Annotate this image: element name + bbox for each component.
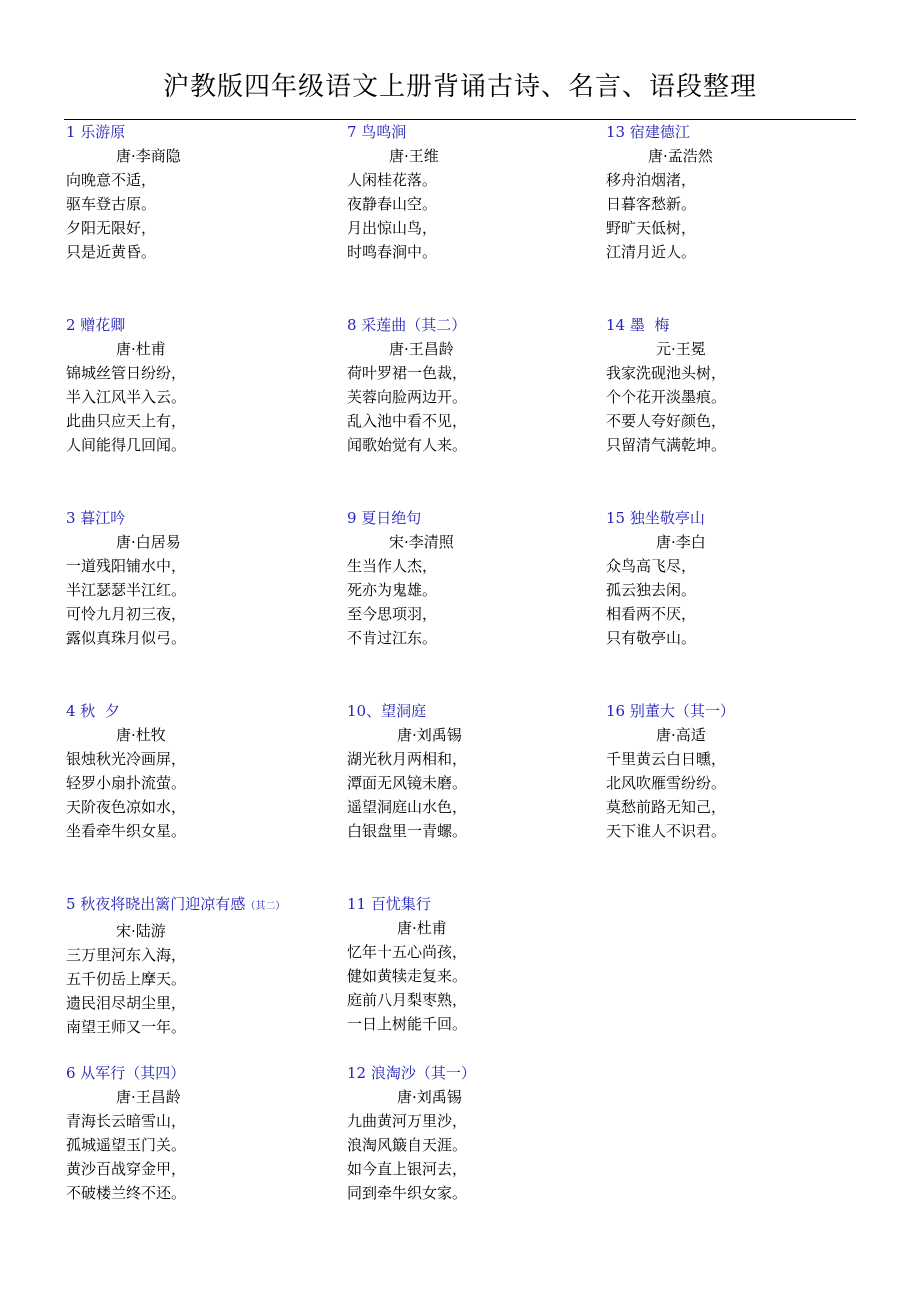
poem-title-note: （其二） <box>245 901 286 912</box>
poem-10 <box>347 699 467 843</box>
poem-line: 个个花开淡墨痕。 <box>606 388 727 406</box>
poem-line: 向晚意不适， <box>66 171 157 189</box>
poem-line: 青海长云暗雪山， <box>66 1112 187 1130</box>
poem-line: 五千仞岳上摩天。 <box>66 970 187 988</box>
poem-line: 轻罗小扇扑流萤。 <box>66 774 187 792</box>
poem-15 <box>606 506 706 650</box>
poem-line: 银烛秋光冷画屏， <box>66 750 187 768</box>
poem-line: 人闲桂花落。 <box>347 171 438 189</box>
poem-line: 遗民泪尽胡尘里， <box>66 994 187 1012</box>
poem-title: 12 浪淘沙（其一） <box>347 1064 476 1082</box>
poem-author: 唐·王昌龄 <box>116 1088 181 1106</box>
poem-line: 南望王师又一年。 <box>66 1018 187 1036</box>
poem-author: 唐·王维 <box>389 147 439 165</box>
poem-line: 莫愁前路无知己， <box>606 798 727 816</box>
poem-line: 忆年十五心尚孩， <box>347 943 468 961</box>
poem-author: 唐·刘禹锡 <box>397 1088 462 1106</box>
poem-line: 时鸣春涧中。 <box>347 243 438 261</box>
poem-line: 半江瑟瑟半江红。 <box>66 581 187 599</box>
poem-2 <box>66 313 186 457</box>
poem-author: 唐·刘禹锡 <box>397 726 462 744</box>
poem-author: 唐·李白 <box>656 533 706 551</box>
poem-16 <box>606 699 735 843</box>
poem-line: 不破楼兰终不还。 <box>66 1184 187 1202</box>
poem-line: 众鸟高飞尽， <box>606 557 697 575</box>
poem-line: 北风吹雁雪纷纷。 <box>606 774 727 792</box>
poem-line: 日暮客愁新。 <box>606 195 697 213</box>
poem-line: 九曲黄河万里沙， <box>347 1112 468 1130</box>
poem-6 <box>66 1061 186 1205</box>
poem-line: 天阶夜色凉如水， <box>66 798 187 816</box>
poem-line: 只留清气满乾坤。 <box>606 436 727 454</box>
poem-title-row <box>66 892 285 919</box>
poem-line: 孤城遥望玉门关。 <box>66 1136 187 1154</box>
poem-line: 一道残阳铺水中， <box>66 557 187 575</box>
poem-title: 11 百忧集行 <box>347 895 431 913</box>
poem-line: 死亦为鬼雄。 <box>347 581 438 599</box>
poem-1 <box>66 120 181 264</box>
poem-line: 遥望洞庭山水色， <box>347 798 468 816</box>
poem-author: 唐·李商隐 <box>116 147 181 165</box>
poem-title: 15 独坐敬亭山 <box>606 509 705 527</box>
poem-14 <box>606 313 726 457</box>
poem-9 <box>347 506 454 650</box>
poem-line: 野旷天低树， <box>606 219 697 237</box>
poem-line: 驱车登古原。 <box>66 195 157 213</box>
poem-line: 湖光秋月两相和， <box>347 750 468 768</box>
poem-author: 宋·陆游 <box>116 922 166 940</box>
poem-13 <box>606 120 713 264</box>
poem-line: 我家洗砚池头树， <box>606 364 727 382</box>
poem-line: 露似真珠月似弓。 <box>66 629 187 647</box>
poem-title: 5 秋夜将晓出篱门迎凉有感 <box>66 895 246 913</box>
poem-line: 荷叶罗裙一色裁， <box>347 364 468 382</box>
poem-line: 乱入池中看不见， <box>347 412 468 430</box>
poem-author: 元·王冕 <box>656 340 706 358</box>
poem-4 <box>66 699 186 843</box>
poem-title: 10、望洞庭 <box>347 702 427 720</box>
poem-line: 如今直上银河去， <box>347 1160 468 1178</box>
poem-author: 唐·杜甫 <box>116 340 166 358</box>
poem-line: 半入江风半入云。 <box>66 388 187 406</box>
poem-11 <box>347 892 467 1036</box>
poem-title: 7 鸟鸣涧 <box>347 123 407 141</box>
poem-12 <box>347 1061 476 1205</box>
poem-title: 14 墨 梅 <box>606 316 670 334</box>
poem-line: 健如黄犊走复来。 <box>347 967 468 985</box>
poem-line: 同到牵牛织女家。 <box>347 1184 468 1202</box>
poem-line: 月出惊山鸟， <box>347 219 438 237</box>
poem-line: 只是近黄昏。 <box>66 243 157 261</box>
poem-author: 唐·白居易 <box>116 533 181 551</box>
poem-title: 2 赠花卿 <box>66 316 126 334</box>
poem-line: 千里黄云白日曛， <box>606 750 727 768</box>
poem-line: 白银盘里一青螺。 <box>347 822 468 840</box>
poem-title: 4 秋 夕 <box>66 702 120 720</box>
poem-line: 可怜九月初三夜， <box>66 605 187 623</box>
poem-line: 锦城丝管日纷纷， <box>66 364 187 382</box>
poem-line: 黄沙百战穿金甲， <box>66 1160 187 1178</box>
page-title: 沪教版四年级语文上册背诵古诗、名言、语段整理 <box>162 72 757 102</box>
poem-author: 唐·孟浩然 <box>648 147 713 165</box>
poem-line: 不肯过江东。 <box>347 629 438 647</box>
poem-line: 浪淘风簸自天涯。 <box>347 1136 468 1154</box>
poem-line: 芙蓉向脸两边开。 <box>347 388 468 406</box>
poem-title: 3 暮江吟 <box>66 509 126 527</box>
poem-title: 1 乐游原 <box>66 123 126 141</box>
poem-line: 孤云独去闲。 <box>606 581 697 599</box>
poem-line: 三万里河东入海， <box>66 946 187 964</box>
poem-line: 庭前八月梨枣熟， <box>347 991 468 1009</box>
poem-3 <box>66 506 186 650</box>
poem-author: 唐·高适 <box>656 726 706 744</box>
poem-line: 一日上树能千回。 <box>347 1015 468 1033</box>
poem-7 <box>347 120 439 264</box>
poem-line: 人间能得几回闻。 <box>66 436 187 454</box>
title-divider <box>64 119 856 120</box>
poem-line: 生当作人杰， <box>347 557 438 575</box>
poem-author: 唐·杜甫 <box>397 919 447 937</box>
poem-line: 潭面无风镜未磨。 <box>347 774 468 792</box>
poem-line: 坐看牵牛织女星。 <box>66 822 187 840</box>
poem-title: 6 从军行（其四） <box>66 1064 186 1082</box>
poem-title: 13 宿建德江 <box>606 123 690 141</box>
poem-line: 相看两不厌， <box>606 605 697 623</box>
poem-line: 天下谁人不识君。 <box>606 822 727 840</box>
poem-8 <box>347 313 467 457</box>
poem-author: 唐·王昌龄 <box>389 340 454 358</box>
poem-line: 闻歌始觉有人来。 <box>347 436 468 454</box>
poem-line: 至今思项羽， <box>347 605 438 623</box>
poem-line: 移舟泊烟渚， <box>606 171 697 189</box>
poem-line: 江清月近人。 <box>606 243 697 261</box>
poem-line: 不要人夸好颜色， <box>606 412 727 430</box>
poem-line: 夜静春山空。 <box>347 195 438 213</box>
poem-5 <box>66 892 285 1039</box>
poem-title: 8 采莲曲（其二） <box>347 316 467 334</box>
poem-author: 唐·杜牧 <box>116 726 166 744</box>
poem-line: 此曲只应天上有， <box>66 412 187 430</box>
poem-line: 只有敬亭山。 <box>606 629 697 647</box>
poem-author: 宋·李清照 <box>389 533 454 551</box>
poem-line: 夕阳无限好， <box>66 219 157 237</box>
poem-title: 16 别董大（其一） <box>606 702 735 720</box>
poem-title: 9 夏日绝句 <box>347 509 422 527</box>
